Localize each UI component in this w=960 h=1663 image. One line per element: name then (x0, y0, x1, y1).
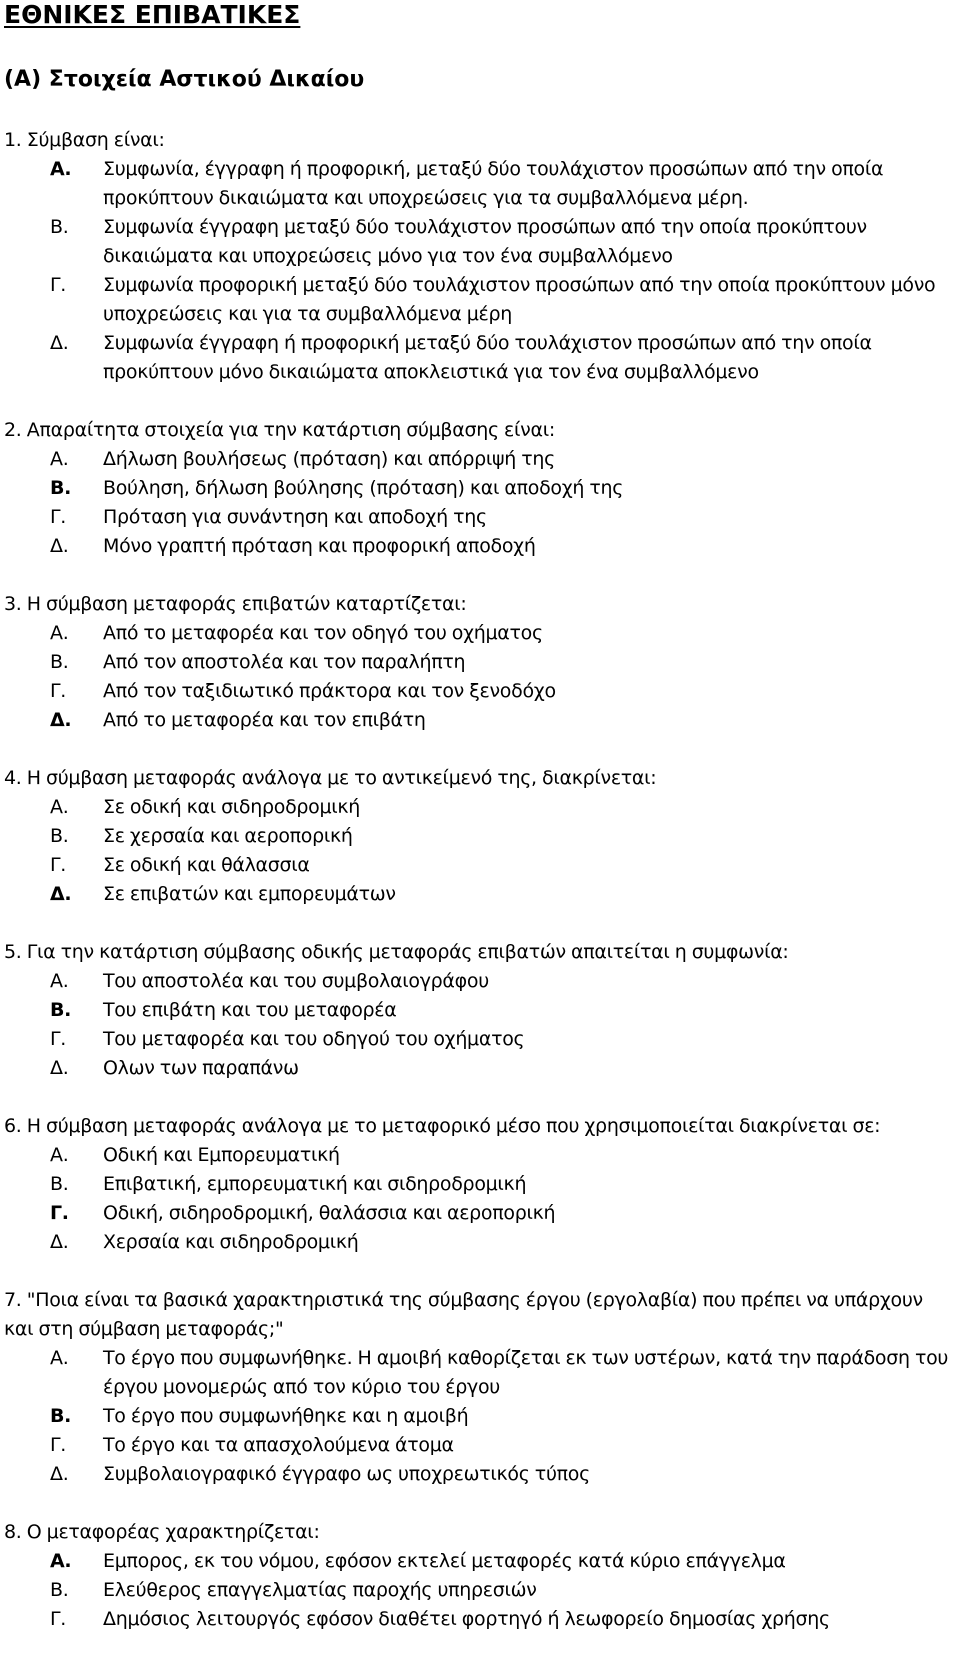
answer-option (4, 822, 956, 851)
option-letter: Β. (50, 1405, 72, 1427)
option-letter: Γ. (50, 1202, 69, 1224)
option-letter: Γ. (50, 506, 67, 528)
answer-option (4, 619, 956, 648)
option-letter: Γ. (50, 1434, 67, 1456)
answer-option (4, 1228, 956, 1257)
option-text: Σε χερσαία και αεροπορική (103, 825, 353, 847)
option-text: Από το μεταφορέα και τον επιβάτη (103, 709, 426, 731)
option-text: Από τον ταξιδιωτικό πράκτορα και τον ξενοδόχο (103, 680, 556, 702)
option-text: Από το μεταφορέα και τον οδηγό του οχήματος (103, 622, 543, 644)
answer-option (4, 1605, 956, 1634)
option-letter: Δ. (50, 535, 69, 557)
question-text: 7. "Ποια είναι τα βασικά χαρακτηριστικά της σύμβασης έργου (εργολαβία) που πρέπει να υπάρχουν και στη σύμβαση μεταφοράς;" (4, 1289, 923, 1340)
answer-option (4, 271, 956, 329)
question-text: 2. Απαραίτητα στοιχεία για την κατάρτιση σύμβασης είναι: (4, 419, 555, 441)
option-letter: Δ. (50, 1057, 69, 1079)
option-letter: Γ. (50, 1028, 67, 1050)
option-letter: Β. (50, 1173, 69, 1195)
option-letter: Δ. (50, 1463, 69, 1485)
option-text: Μόνο γραπτή πρόταση και προφορική αποδοχή (103, 535, 536, 557)
answer-option (4, 648, 956, 677)
question-text: 5. Για την κατάρτιση σύμβασης οδικής μεταφοράς επιβατών απαιτείται η συμφωνία: (4, 941, 789, 963)
answer-option (4, 880, 956, 909)
answer-option (4, 503, 956, 532)
option-letter: Β. (50, 825, 69, 847)
question-text: 3. Η σύμβαση μεταφοράς επιβατών καταρτίζεται: (4, 593, 467, 615)
answer-option (4, 1344, 956, 1402)
option-text: Χερσαία και σιδηροδρομική (103, 1231, 359, 1253)
answer-option (4, 1547, 956, 1576)
answer-option (4, 1141, 956, 1170)
question-8 (4, 1518, 956, 1634)
answer-option (4, 793, 956, 822)
option-letter: Β. (50, 216, 69, 238)
answer-option (4, 213, 956, 271)
option-letter: Α. (50, 1144, 69, 1166)
option-letter: Α. (50, 796, 69, 818)
question-1 (4, 126, 956, 387)
question-text: 8. Ο μεταφορέας χαρακτηρίζεται: (4, 1521, 320, 1543)
answer-option (4, 967, 956, 996)
answer-option (4, 851, 956, 880)
answer-option (4, 677, 956, 706)
option-text: Επιβατική, εμπορευματική και σιδηροδρομική (103, 1173, 527, 1195)
option-letter: Δ. (50, 883, 72, 905)
option-text: Συμβολαιογραφικό έγγραφο ως υποχρεωτικός τύπος (103, 1463, 590, 1485)
option-letter: Α. (50, 970, 69, 992)
answer-option (4, 445, 956, 474)
question-2 (4, 416, 956, 561)
option-text: Ελεύθερος επαγγελματίας παροχής υπηρεσιών (103, 1579, 537, 1601)
option-text: Συμφωνία, έγγραφη ή προφορική, μεταξύ δύο τουλάχιστον προσώπων από την οποία προκύπτουν δικαιώματα και υποχρεώσεις για τα συμβαλλόμενα μέρη. (103, 158, 884, 209)
option-text: Σε επιβατών και εμπορευμάτων (103, 883, 396, 905)
section-title: (Α) Στοιχεία Αστικού Δικαίου (4, 67, 365, 92)
answer-option (4, 996, 956, 1025)
option-letter: Γ. (50, 854, 67, 876)
answer-option (4, 1199, 956, 1228)
option-letter: Α. (50, 448, 69, 470)
option-text: Του επιβάτη και του μεταφορέα (103, 999, 397, 1021)
option-letter: Α. (50, 158, 72, 180)
question-5 (4, 938, 956, 1083)
option-text: Σε οδική και σιδηροδρομική (103, 796, 361, 818)
option-text: Το έργο και τα απασχολούμενα άτομα (103, 1434, 454, 1456)
answer-option (4, 1025, 956, 1054)
option-text: Συμφωνία έγγραφη ή προφορική μεταξύ δύο τουλάχιστον προσώπων από την οποία προκύπτουν μόνο δικαιώματα αποκλειστικά για τον ένα συμβαλλόμενο (103, 332, 872, 383)
answer-option (4, 474, 956, 503)
option-text: Από τον αποστολέα και τον παραλήπτη (103, 651, 466, 673)
option-text: Συμφωνία προφορική μεταξύ δύο τουλάχιστον προσώπων από την οποία προκύπτουν μόνο υποχρεώσεις και για τα συμβαλλόμενα μέρη (103, 274, 936, 325)
answer-option (4, 706, 956, 735)
option-text: Σε οδική και θάλασσια (103, 854, 310, 876)
option-letter: Α. (50, 1347, 69, 1369)
answer-option (4, 155, 956, 213)
option-text: Βούληση, δήλωση βούλησης (πρόταση) και αποδοχή της (103, 477, 624, 499)
question-text: 4. Η σύμβαση μεταφοράς ανάλογα με το αντικείμενό της, διακρίνεται: (4, 767, 657, 789)
answer-option (4, 329, 956, 387)
option-letter: Δ. (50, 709, 72, 731)
option-text: Το έργο που συμφωνήθηκε. Η αμοιβή καθορίζεται εκ των υστέρων, κατά την παράδοση του έργου μονομερώς από τον κύριο του έργου (103, 1347, 949, 1398)
option-text: Ολων των παραπάνω (103, 1057, 299, 1079)
option-letter: Γ. (50, 274, 67, 296)
option-letter: Β. (50, 1579, 69, 1601)
option-text: Εμπορος, εκ του νόμου, εφόσον εκτελεί μεταφορές κατά κύριο επάγγελμα (103, 1550, 786, 1572)
option-letter: Γ. (50, 1608, 67, 1630)
option-text: Οδική και Εμπορευματική (103, 1144, 340, 1166)
option-text: Συμφωνία έγγραφη μεταξύ δύο τουλάχιστον προσώπων από την οποία προκύπτουν δικαιώματα και υποχρεώσεις μόνο για τον ένα συμβαλλόμενο (103, 216, 867, 267)
question-list (4, 126, 956, 1663)
option-text: Δημόσιος λειτουργός εφόσον διαθέτει φορτηγό ή λεωφορείο δημοσίας χρήσης (103, 1608, 830, 1630)
option-text: Δήλωση βουλήσεως (πρόταση) και απόρριψή της (103, 448, 555, 470)
option-letter: Β. (50, 477, 72, 499)
answer-option (4, 1170, 956, 1199)
option-letter: Α. (50, 1550, 72, 1572)
option-letter: Δ. (50, 1231, 69, 1253)
answer-option (4, 1402, 956, 1431)
option-letter: Β. (50, 651, 69, 673)
option-text: Πρόταση για συνάντηση και αποδοχή της (103, 506, 487, 528)
answer-option (4, 1054, 956, 1083)
option-letter: Α. (50, 622, 69, 644)
answer-option (4, 532, 956, 561)
question-text: 1. Σύμβαση είναι: (4, 129, 165, 151)
question-4 (4, 764, 956, 909)
answer-option (4, 1576, 956, 1605)
document-title: ΕΘΝΙΚΕΣ ΕΠΙΒΑΤΙΚΕΣ (4, 0, 301, 29)
question-6 (4, 1112, 956, 1257)
question-7 (4, 1286, 956, 1489)
option-letter: Δ. (50, 332, 69, 354)
option-text: Οδική, σιδηροδρομική, θαλάσσια και αεροπορική (103, 1202, 556, 1224)
question-3 (4, 590, 956, 735)
answer-option (4, 1460, 956, 1489)
option-letter: Γ. (50, 680, 67, 702)
question-text: 6. Η σύμβαση μεταφοράς ανάλογα με το μεταφορικό μέσο που χρησιμοποιείται διακρίνεται σε: (4, 1115, 881, 1137)
option-text: Το έργο που συμφωνήθηκε και η αμοιβή (103, 1405, 469, 1427)
option-letter: Β. (50, 999, 72, 1021)
answer-option (4, 1431, 956, 1460)
option-text: Του αποστολέα και του συμβολαιογράφου (103, 970, 489, 992)
option-text: Του μεταφορέα και του οδηγού του οχήματος (103, 1028, 525, 1050)
